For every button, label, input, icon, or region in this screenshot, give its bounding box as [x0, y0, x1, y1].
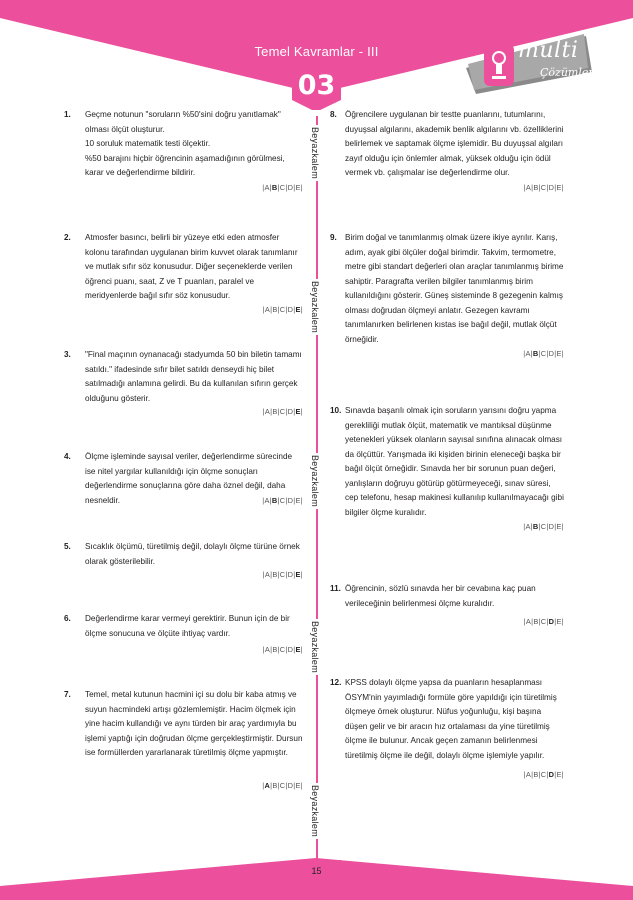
answer-option: C [279, 183, 286, 192]
answer-key: |A|B|C|D|E| [262, 407, 303, 416]
answer-option: E [556, 349, 562, 358]
answer-option: A [525, 522, 531, 531]
answer-option: D [548, 183, 555, 192]
chapter-number: 03 [297, 70, 336, 101]
question-number: 8. [330, 110, 337, 119]
answer-option: B [533, 617, 539, 626]
answer-option: C [279, 645, 286, 654]
answer-key: |A|B|C|D|E| [262, 183, 303, 192]
answer-option: B [533, 770, 539, 779]
answer-option: C [279, 407, 286, 416]
question-number: 2. [64, 233, 71, 242]
answer-option: C [279, 570, 286, 579]
side-label: Beyazkalem [310, 784, 321, 838]
explanation-paragraph: 10 soruluk matematik testi ölçektir. [85, 139, 211, 148]
answer-option: E [295, 183, 301, 192]
logo-text-multi: multi [518, 38, 579, 63]
question-explanation [85, 108, 303, 181]
question-number: 10. [330, 406, 342, 415]
explanation-paragraph: %50 barajını hiçbir öğrencinin aşamadığının görülmesi, karar ve değerlendirme bildirir. [85, 153, 285, 177]
answer-option: E [556, 770, 562, 779]
answer-option-correct: B [271, 183, 278, 192]
question-number: 1. [64, 110, 71, 119]
answer-key: |A|B|C|D|E| [523, 183, 564, 192]
answer-option: D [287, 183, 294, 192]
answer-key: |A|B|C|D|E| [523, 349, 564, 358]
question-number: 4. [64, 452, 71, 461]
question-number: 7. [64, 690, 71, 699]
answer-option-correct: D [548, 770, 555, 779]
answer-option: A [525, 770, 532, 779]
answer-option: B [272, 305, 278, 314]
explanation-paragraph: Ölçme işleminde sayısal veriler, değerlendirme sürecinde ise nitel yargılar kullanıldığı için ölçme sonuçları değerlendirme sonuçlarına göre daha öznel değil, daha nesneldir. [85, 452, 293, 505]
explanation-paragraph: "Final maçının oynanacağı stadyumda 50 bin biletin tamamı satıldı." ifadesinde sıfır bilet satıldı denseydi hiç bilet satılmadığı anlamına gelirdi. Bu da kullanılan sıfırın gerçek olduğunu gösterir. [85, 350, 302, 403]
explanation-paragraph: Sıcaklık ölçümü, türetilmiş değil, dolaylı ölçme türüne örnek olarak gösterilebilir. [85, 542, 300, 566]
answer-option-correct: E [295, 570, 301, 579]
question-number: 6. [64, 614, 71, 623]
question-explanation [345, 108, 564, 181]
answer-option: B [272, 570, 278, 579]
answer-key: |A|B|C|D|E| [262, 781, 303, 790]
question-number: 5. [64, 542, 71, 551]
answer-option-correct: A [264, 781, 271, 790]
answer-option: C [540, 770, 547, 779]
question-explanation [345, 231, 564, 347]
answer-option-correct: E [295, 645, 301, 654]
page-number: 15 [311, 866, 322, 876]
answer-key: |A|B|C|D|E| [523, 522, 564, 531]
answer-option: A [525, 349, 531, 358]
answer-option: B [272, 645, 278, 654]
answer-option: C [279, 781, 286, 790]
answer-option: A [264, 183, 270, 192]
explanation-paragraph: Temel, metal kutunun hacmini içi su dolu bir kaba atmış ve suyun hacmindeki artışı gözlemlemiştir. Hacim ölçmek için yine hacim kullandığı ve aynı türden bir araç yardımıyla bu işlemi yaptığı için doğrudan ölçme gerçekleştirmiştir. Dursun ise formüllerden yararlanarak türetilmiş ölçme yapmıştır. [85, 690, 303, 757]
answer-option-correct: E [295, 305, 301, 314]
side-label: Beyazkalem [310, 126, 321, 180]
answer-option: A [525, 617, 532, 626]
answer-option: C [540, 183, 547, 192]
question-explanation [345, 582, 564, 611]
question-explanation [345, 676, 564, 763]
answer-option: B [272, 781, 278, 790]
answer-option-correct: E [295, 407, 301, 416]
question-number: 3. [64, 350, 71, 359]
question-explanation [345, 404, 564, 520]
explanation-paragraph: Öğrencinin, sözlü sınavda her bir cevabına kaç puan verileceğinin belirlenmesi ölçme kuralıdır. [345, 584, 536, 608]
explanation-paragraph: Birim doğal ve tanımlanmış olmak üzere ikiye ayrılır. Karış, adım, ayak gibi ölçüler doğal birimdir. Takvim, termometre, metre gibi standart değerleri olan araçlar tanımlanmış birime sahiptir. Paragrafta verilen bilgiler tanımlanmış birim kullanıldığını gösterir. Güneş sisteminde 8 gezegenin kalmış olması doğrudan ölçmeyi anlatır. Gezegen kavramı tanımlanırken belirlenen kıstas ise bağıl değil, mutlak ölçüt örneğidir. [345, 233, 564, 344]
answer-option: E [556, 522, 562, 531]
answer-option-correct: B [532, 522, 539, 531]
answer-option: E [295, 781, 301, 790]
question-number: 12. [330, 678, 342, 687]
answer-option: D [287, 407, 294, 416]
answer-key: |A|B|C|D|E| [262, 570, 303, 579]
side-label: Beyazkalem [310, 620, 321, 674]
question-explanation [85, 688, 303, 761]
question-number: 9. [330, 233, 337, 242]
answer-option: E [556, 183, 562, 192]
answer-option: D [548, 349, 555, 358]
answer-option: A [264, 570, 271, 579]
answer-option: B [272, 407, 278, 416]
answer-option: A [264, 496, 270, 505]
question-explanation [85, 540, 303, 569]
answer-option-correct: B [532, 349, 539, 358]
answer-option: D [287, 496, 294, 505]
question-explanation [85, 231, 303, 304]
explanation-paragraph: Öğrencilere uygulanan bir testte puanlarını, tutumlarını, duyuşsal algılarını, akademik benlik algılarını vb. özelliklerini belirlemek ve saptamak ölçme işlemidir. Bu duyuşsal algıları zayıf olduğu için önlemler almak, yüksek olduğu için ödül vermek vb. çalışmalar ise değerlendirme olur. [345, 110, 564, 177]
answer-key: |A|B|C|D|E| [262, 496, 303, 505]
answer-option: C [540, 522, 547, 531]
answer-option: D [287, 781, 294, 790]
explanation-paragraph: Atmosfer basıncı, belirli bir yüzeye etki eden atmosfer kolonu tarafından uygulanan birim kuvvet olarak tanımlanır ve mutlak sıfır söz konusudur. Diğer seçeneklerde verilen öğrenci puanı, saat, Z ve T puanları, paralel ve meridyenlerde bağıl sıfır söz konusudur. [85, 233, 298, 300]
question-explanation [85, 348, 303, 406]
answer-option: D [287, 305, 294, 314]
answer-option: D [287, 570, 294, 579]
answer-option: A [264, 305, 271, 314]
answer-option: C [279, 305, 286, 314]
answer-option: A [264, 645, 271, 654]
question-number: 11. [330, 584, 341, 593]
side-label: Beyazkalem [310, 280, 321, 334]
answer-key: |A|B|C|D|E| [523, 770, 564, 779]
answer-option: D [287, 645, 294, 654]
answer-key: |A|B|C|D|E| [523, 617, 564, 626]
answer-option: A [525, 183, 532, 192]
answer-option-correct: D [548, 617, 555, 626]
explanation-paragraph: KPSS dolaylı ölçme yapsa da puanların hesaplanması ÖSYM'nin yayımladığı formüle göre yapıldığı için türetilmiş ölçmeye örnek oluşturur. Nüfus yoğunluğu, kişi başına düşen gelir ve bir aracın hız ortalaması da yine türetilmiş ölçme ile bulunur. Ancak geçen zamanın belirlenmesi türetilmiş ölçme ile değil, dolaylı ölçme işlemiyle yapılır. [345, 678, 557, 760]
answer-option: D [548, 522, 555, 531]
answer-option: C [540, 349, 547, 358]
explanation-paragraph: Değerlendirme karar vermeyi gerektirir. Bunun için de bir ölçme sonucuna ve ölçüte ihtiyaç vardır. [85, 614, 290, 638]
answer-key: |A|B|C|D|E| [262, 645, 303, 654]
side-label: Beyazkalem [310, 454, 321, 508]
answer-option: C [540, 617, 547, 626]
answer-key: |A|B|C|D|E| [262, 305, 303, 314]
logo-text-cozumler: Çözümler [540, 66, 594, 79]
answer-option: B [533, 183, 539, 192]
explanation-paragraph: Sınavda başarılı olmak için soruların yarısını doğru yapma gerekliliği mutlak ölçüt, matematik ve mantıksal düşünme yetenekleri yüksek olanların sayısal sınıfına alınacak olması da ölçüttür. Yarışmada iki kişiden birinin eleneceği başka bir bağıl ölçüt örneğidir. Sınavda her bir sorunun puan değeri, yanlışların doğruyu götürüp götürmeyeceği, sınav süresi, cep telefonu, hesap makinesi kullanılıp kullanılmayacağı gibi bilgiler ölçme kuralıdır. [345, 406, 564, 517]
answer-option-correct: B [271, 496, 278, 505]
explanation-paragraph: Geçme notunun "soruların %50'sini doğru yanıtlamak" olması ölçüt oluşturur. [85, 110, 281, 134]
question-explanation [85, 612, 303, 641]
chapter-title: Temel Kavramlar - III [254, 44, 379, 59]
answer-option: E [295, 496, 301, 505]
answer-option: E [556, 617, 562, 626]
answer-option: A [264, 407, 271, 416]
answer-option: C [279, 496, 286, 505]
